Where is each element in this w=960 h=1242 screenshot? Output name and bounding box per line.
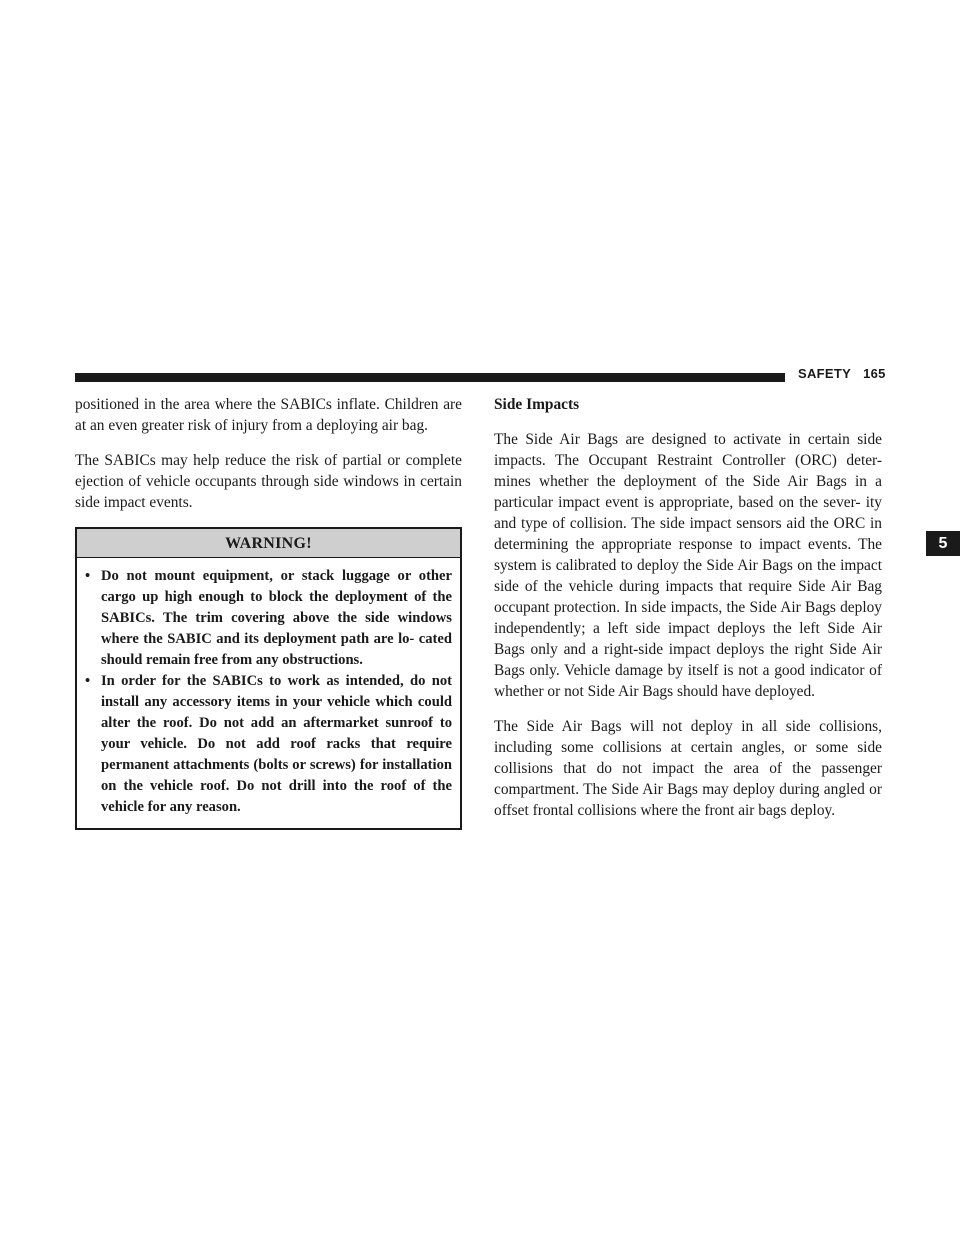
paragraph-sabic-position: positioned in the area where the SABICs inflate. Children are at an even greater risk of injury from a deploying air bag. [75,396,462,434]
paragraph-side-impacts-limits: The Side Air Bags will not deploy in all side collisions, including some collisions at certain angles, or some side collisions that do not impact the area of the passenger compartment. The Side Air Bags may deploy during angled or offset frontal collisions where the front air bags deploy. [494,718,882,819]
page-number: 165 [863,366,886,381]
bullet-icon: • [85,673,91,689]
section-heading-side-impacts: Side Impacts [494,396,580,413]
right-column [494,394,882,835]
paragraph-side-impacts-activation: The Side Air Bags are designed to activate in certain side impacts. The Occupant Restraint Controller (ORC) deter- mines whether the deployment of the Side Air Bags in a particular impact event is appropriate, based on the sever- ity and type of collision. The side impact sensors aid the ORC in determining the appropriate response to impact events. The system is calibrated to deploy the Side Air Bags on the impact side of the vehicle during impacts that require Side Air Bag occupant protection. In side impacts, the Side Air Bags deploy independently; a left side impact deploys the left Side Air Bags only and a right-side impact deploys the right Side Air Bags only. Vehicle damage by itself is not a good indicator of whether or not Side Air Bags should have deployed. [494,431,882,700]
running-header [798,366,886,381]
left-column [75,394,462,830]
paragraph-sabic-ejection: The SABICs may help reduce the risk of partial or complete ejection of vehicle occupants through side windows in certain side impact events. [75,452,462,511]
header-rule [75,373,785,382]
warning-body [77,558,460,828]
warning-item [85,671,452,818]
warning-item-text: In order for the SABICs to work as intended, do not install any accessory items in your vehicle which could alter the roof. Do not add an aftermarket sunroof to your vehicle. Do not add roof racks that require permanent attachments (bolts or screws) for installation on the vehicle roof. Do not drill into the roof of the vehicle for any reason. [101,673,452,815]
warning-title: WARNING! [77,529,460,558]
warning-item [85,566,452,671]
warning-item-text: Do not mount equipment, or stack luggage or other cargo up high enough to block the deployment of the SABICs. The trim covering above the side windows where the SABIC and its deployment path are lo- cated should remain free from any obstructions. [101,568,452,668]
chapter-tab: 5 [926,531,960,556]
section-title: SAFETY [798,366,852,381]
warning-box [75,527,462,830]
bullet-icon: • [85,568,91,584]
